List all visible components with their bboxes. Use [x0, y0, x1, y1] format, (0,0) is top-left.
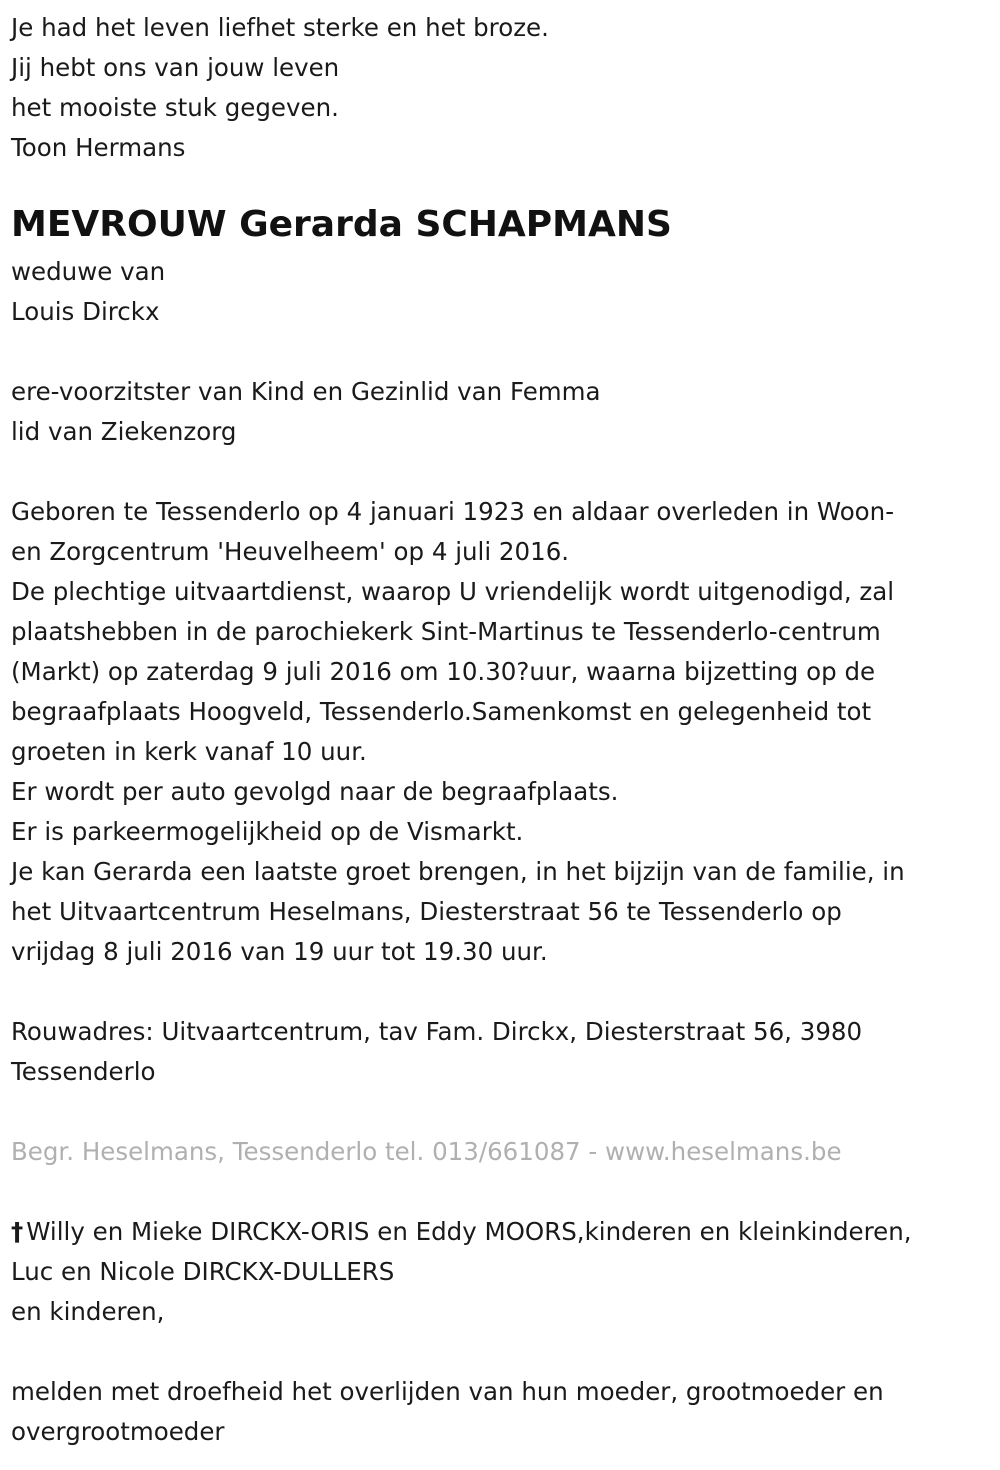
announcement-line: vrijdag 8 juli 2016 van 19 uur tot 19.30 uur.	[11, 937, 548, 966]
spacer	[11, 972, 990, 1012]
spacer	[11, 1092, 990, 1132]
deceased-name: MEVROUW Gerarda SCHAPMANS	[11, 204, 672, 245]
address-line: Tessenderlo	[11, 1057, 156, 1086]
family-line: Luc en Nicole DIRCKX-DULLERS	[11, 1257, 395, 1286]
poem	[11, 8, 990, 168]
family-line: en kinderen,	[11, 1297, 165, 1326]
announcement-line: begraafplaats Hoogveld, Tessenderlo.Samenkomst en gelegenheid tot	[11, 697, 872, 726]
spacer	[11, 1332, 990, 1372]
poem-line: Je had het leven liefhet sterke en het broze.	[11, 13, 549, 42]
membership-line: lid van Ziekenzorg	[11, 417, 237, 446]
mourning-address	[11, 1012, 990, 1092]
cross-icon: †	[11, 1217, 24, 1246]
family-list	[11, 1212, 990, 1332]
spacer	[11, 452, 990, 492]
family-line-text: Willy en Mieke DIRCKX-ORIS en Eddy MOORS,kinderen en kleinkinderen,	[26, 1217, 912, 1246]
announcement-line: De plechtige uitvaartdienst, waarop U vriendelijk wordt uitgenodigd, zal	[11, 577, 895, 606]
deceased-spouse: Louis Dirckx	[11, 297, 160, 326]
announcement-line: Er is parkeermogelijkheid op de Vismarkt.	[11, 817, 524, 846]
closing-line: overgrootmoeder	[11, 1417, 225, 1446]
announcement-text	[11, 492, 990, 972]
announcement-line: Er wordt per auto gevolgd naar de begraafplaats.	[11, 777, 619, 806]
announcement-line: Je kan Gerarda een laatste groet brengen, in het bijzijn van de familie, in	[11, 857, 905, 886]
announcement-line: het Uitvaartcentrum Heselmans, Diesterstraat 56 te Tessenderlo op	[11, 897, 842, 926]
poem-line: Jij hebt ons van jouw leven	[11, 53, 340, 82]
poem-line: het mooiste stuk gegeven.	[11, 93, 339, 122]
announcement-line: en Zorgcentrum 'Heuvelheem' op 4 juli 2016.	[11, 537, 570, 566]
spacer	[11, 332, 990, 372]
poem-author: Toon Hermans	[11, 133, 186, 162]
closing-text	[11, 1372, 990, 1452]
announcement-line: (Markt) op zaterdag 9 juli 2016 om 10.30?uur, waarna bijzetting op de	[11, 657, 876, 686]
membership-line: ere-voorzitster van Kind en Gezinlid van Femma	[11, 377, 601, 406]
spacer	[11, 1172, 990, 1212]
undertaker-contact: Begr. Heselmans, Tessenderlo tel. 013/661087 - www.heselmans.be	[11, 1137, 842, 1166]
announcement-line: groeten in kerk vanaf 10 uur.	[11, 737, 367, 766]
closing-line: melden met droefheid het overlijden van hun moeder, grootmoeder en	[11, 1377, 884, 1406]
address-line: Rouwadres: Uitvaartcentrum, tav Fam. Dirckx, Diesterstraat 56, 3980	[11, 1017, 863, 1046]
announcement-line: plaatshebben in de parochiekerk Sint-Martinus te Tessenderlo-centrum	[11, 617, 881, 646]
announcement-line: Geboren te Tessenderlo op 4 januari 1923 en aldaar overleden in Woon-	[11, 497, 895, 526]
memberships	[11, 372, 990, 452]
family-line	[11, 1212, 990, 1252]
deceased-relation: weduwe van	[11, 257, 166, 286]
